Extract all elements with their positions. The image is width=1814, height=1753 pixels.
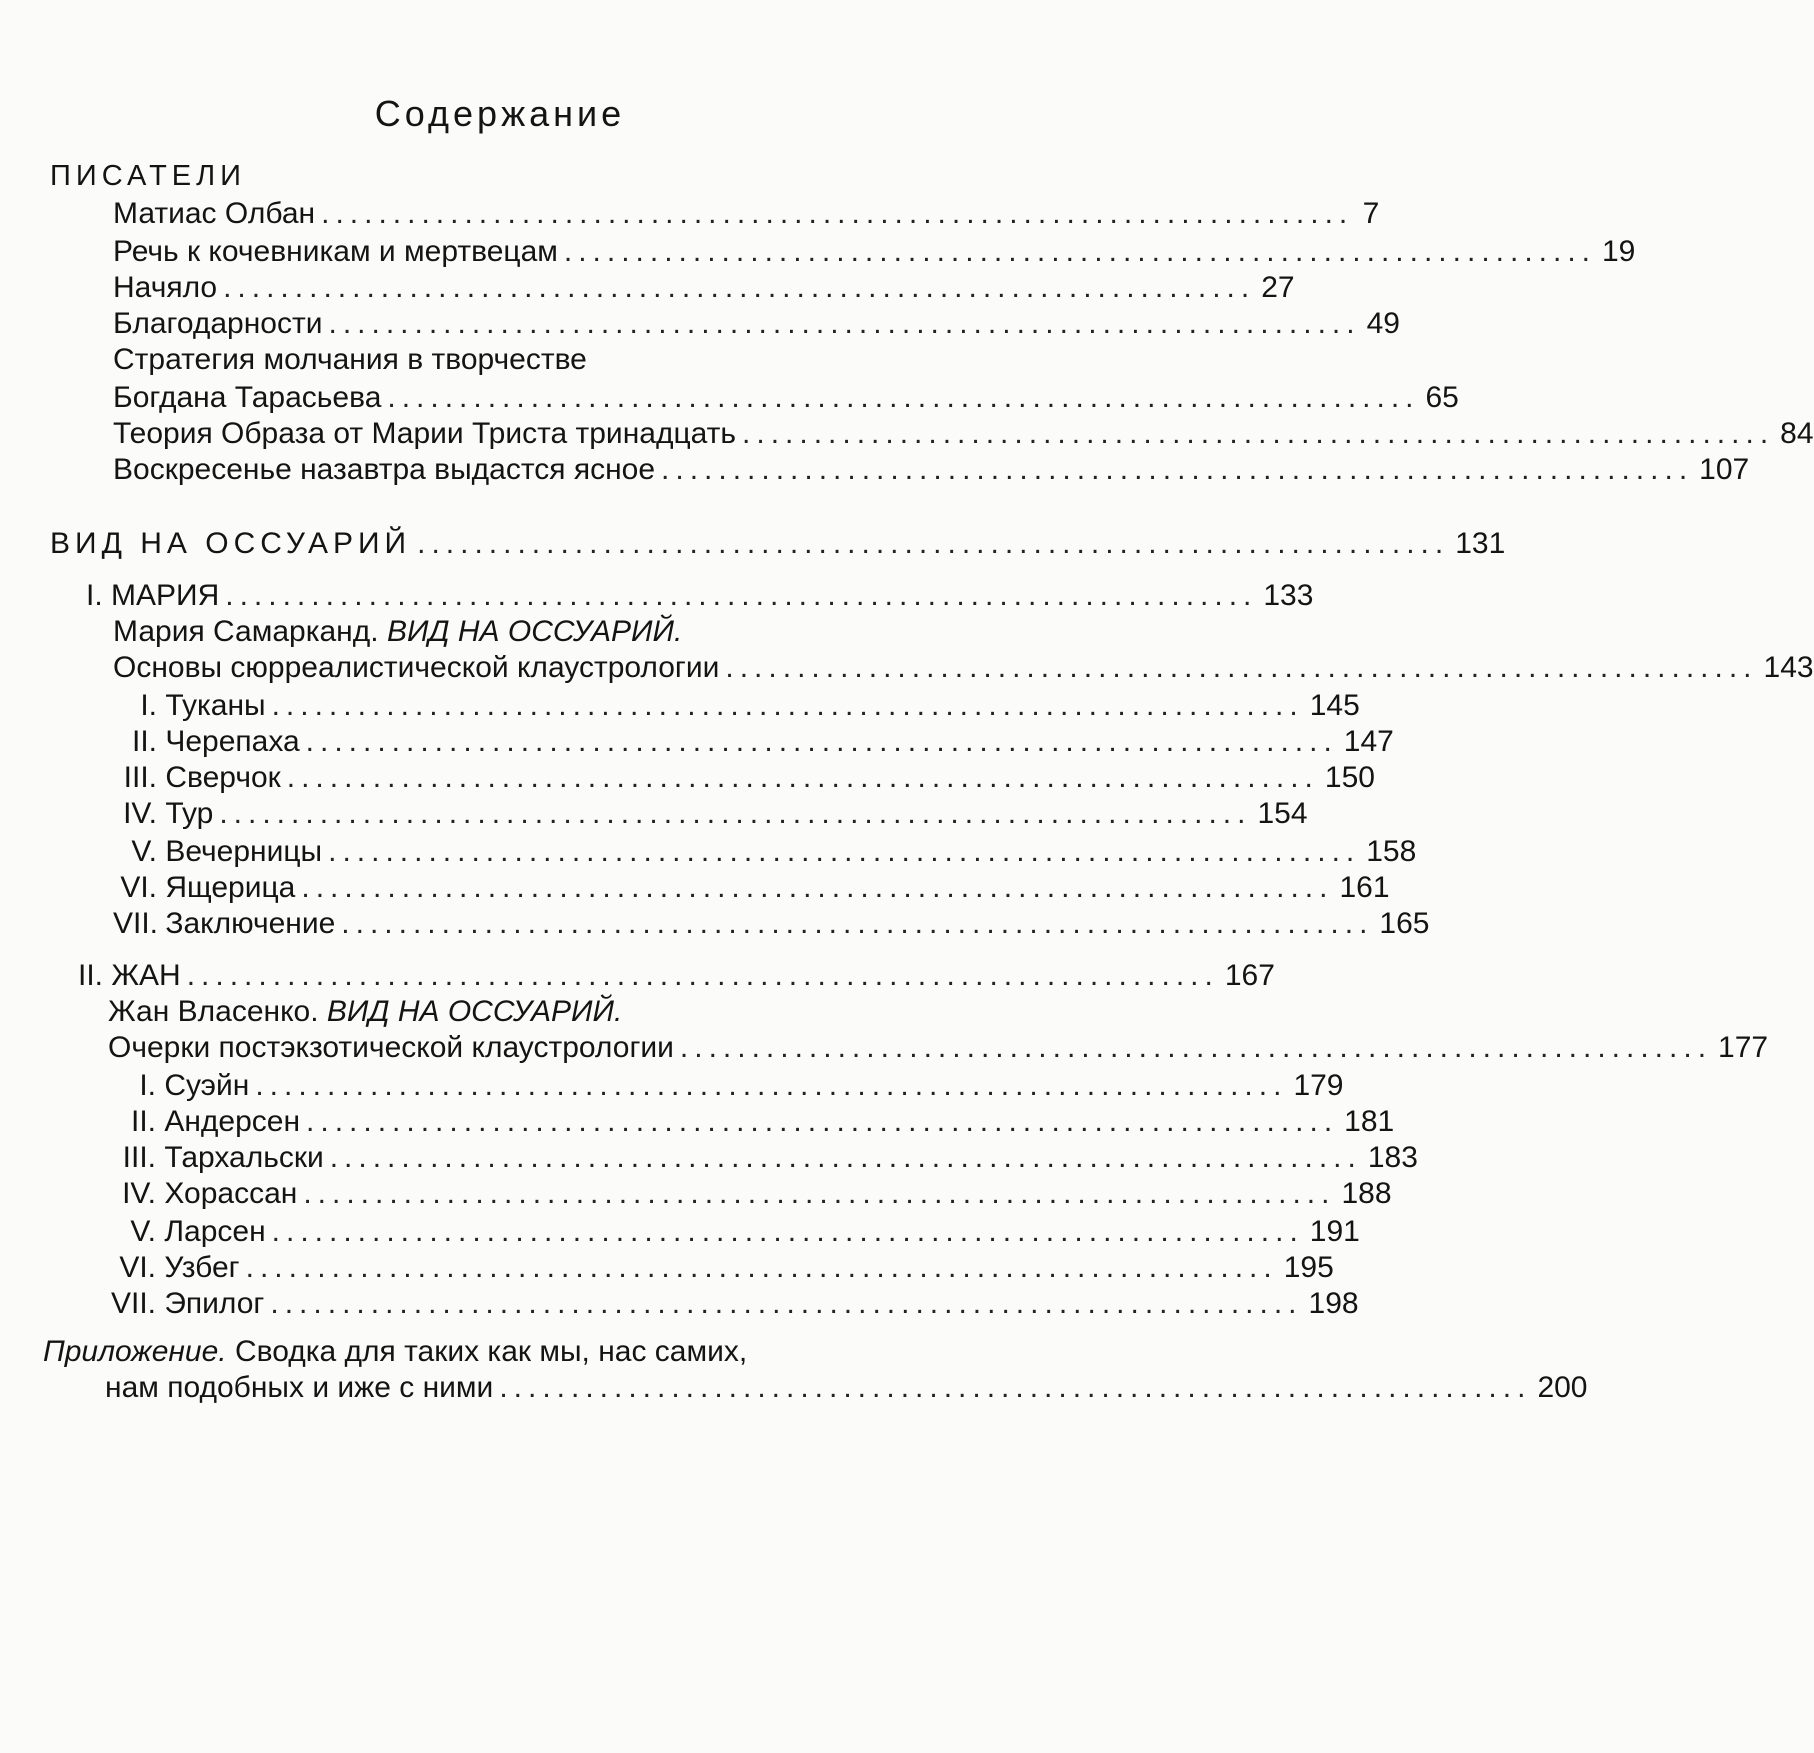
leader-dots: ........................................................................ — [417, 527, 1450, 560]
toc-entry[interactable] — [113, 416, 1814, 452]
chapter-number: I. — [140, 689, 157, 722]
chapter-label: Туканы — [165, 689, 266, 722]
entry-label: Матиас Олбан — [113, 197, 316, 230]
author-name: Мария Самарканд. — [113, 615, 379, 648]
entry-page: 177 — [1718, 1031, 1769, 1064]
entry-page: 145 — [1309, 689, 1360, 722]
chapter-entry[interactable] — [113, 760, 1375, 796]
chapter-label: Сверчок — [165, 761, 281, 794]
entry-page: 7 — [1362, 197, 1380, 230]
chapter-label: Черепаха — [165, 725, 300, 758]
section-heading-ossuary[interactable] — [50, 526, 1506, 562]
part-label: I. МАРИЯ — [86, 579, 220, 612]
appendix-title-continued: нам подобных и иже с ними — [105, 1371, 494, 1404]
toc-entry[interactable] — [113, 306, 1400, 342]
entry-page: 84 — [1780, 417, 1814, 450]
entry-page: 181 — [1344, 1105, 1395, 1138]
entry-label: Основы сюрреалистической клаустрологии — [113, 651, 720, 684]
entry-page: 27 — [1261, 271, 1295, 304]
chapter-entry[interactable] — [113, 688, 1360, 724]
chapter-entry[interactable] — [108, 1214, 1360, 1250]
leader-dots: ........................................................................ — [661, 453, 1694, 486]
chapter-label: Хорассан — [164, 1177, 298, 1210]
chapter-label: Суэйн — [164, 1069, 250, 1102]
chapter-number: III. — [122, 1141, 156, 1174]
entry-page: 107 — [1699, 453, 1750, 486]
toc-entry[interactable] — [113, 380, 1459, 416]
chapter-entry[interactable] — [108, 1140, 1418, 1176]
appendix-prefix: Приложение. — [43, 1335, 227, 1368]
entry-page: 131 — [1455, 527, 1506, 560]
leader-dots: ........................................................................ — [328, 307, 1361, 340]
entry-label: Речь к кочевникам и мертвецам — [113, 235, 558, 268]
part-label: II. ЖАН — [78, 959, 181, 992]
chapter-number: II. — [131, 725, 157, 758]
leader-dots: ........................................................................ — [305, 725, 1338, 758]
entry-page: 154 — [1257, 797, 1308, 830]
leader-dots: ........................................................................ — [341, 907, 1374, 940]
chapter-entry[interactable] — [108, 1250, 1334, 1286]
leader-dots: ........................................................................ — [225, 579, 1258, 612]
chapter-number: VII. — [110, 1287, 156, 1320]
entry-page: 147 — [1343, 725, 1394, 758]
leader-dots: ........................................................................ — [271, 689, 1304, 722]
chapter-label: Эпилог — [164, 1287, 265, 1320]
leader-dots: ........................................................................ — [679, 1031, 1713, 1064]
entry-page: 198 — [1308, 1287, 1359, 1320]
leader-dots: ........................................................................ — [321, 197, 1354, 230]
toc-entry[interactable] — [113, 234, 1636, 270]
entry-page: 158 — [1366, 835, 1417, 868]
part-entry[interactable] — [86, 578, 1314, 614]
chapter-label: Тархальски — [164, 1141, 324, 1174]
entry-page: 195 — [1283, 1251, 1334, 1284]
section-heading-label: ВИД НА ОССУАРИЙ — [50, 527, 412, 560]
chapter-number: VI. — [120, 871, 157, 904]
leader-dots: ........................................................................ — [245, 1251, 1278, 1284]
entry-page: 200 — [1537, 1371, 1588, 1404]
chapter-entry[interactable] — [113, 796, 1308, 832]
leader-dots: ........................................................................ — [387, 381, 1420, 414]
chapter-entry[interactable] — [113, 870, 1390, 906]
chapter-number: V. — [130, 1215, 156, 1248]
page-title: Содержание — [374, 93, 626, 134]
leader-dots: ........................................................................ — [219, 797, 1252, 830]
leader-dots: ........................................................................ — [303, 1177, 1336, 1210]
entry-page: 167 — [1224, 959, 1275, 992]
appendix-entry[interactable] — [105, 1370, 1588, 1406]
toc-entry[interactable] — [108, 1030, 1769, 1066]
chapter-entry[interactable] — [108, 1176, 1392, 1212]
chapter-entry[interactable] — [113, 724, 1394, 760]
chapter-entry[interactable] — [113, 906, 1430, 942]
chapter-label: Ларсен — [164, 1215, 266, 1248]
entry-page: 191 — [1309, 1215, 1360, 1248]
author-line — [108, 994, 622, 1030]
toc-entry[interactable] — [113, 650, 1814, 686]
chapter-label: Вечерницы — [165, 835, 323, 868]
entry-page: 165 — [1379, 907, 1430, 940]
chapter-number: IV. — [123, 797, 157, 830]
leader-dots: ........................................................................ — [286, 761, 1319, 794]
part-entry[interactable] — [78, 958, 1275, 994]
author-work-title: ВИД НА ОССУАРИЙ. — [326, 995, 623, 1028]
author-name: Жан Власенко. — [108, 995, 319, 1028]
chapter-number: IV. — [122, 1177, 156, 1210]
leader-dots: ........................................................................ — [499, 1371, 1532, 1404]
entry-label: Очерки постэкзотической клаустрологии — [108, 1031, 674, 1064]
chapter-number: II. — [130, 1105, 156, 1138]
entry-label: Благодарности — [113, 307, 323, 340]
chapter-label: Узбег — [164, 1251, 240, 1284]
chapter-number: III. — [123, 761, 157, 794]
toc-entry[interactable] — [113, 452, 1750, 488]
entry-label: Теория Образа от Марии Триста тринадцать — [113, 417, 737, 450]
toc-entry[interactable] — [113, 196, 1380, 232]
leader-dots: ........................................................................ — [271, 1215, 1304, 1248]
entry-label-line1: Стратегия молчания в творчестве — [113, 343, 587, 376]
appendix-title: Сводка для таких как мы, нас самих, — [234, 1335, 748, 1368]
leader-dots: ........................................................................ — [223, 271, 1256, 304]
chapter-entry[interactable] — [108, 1068, 1344, 1104]
entry-page: 183 — [1367, 1141, 1418, 1174]
chapter-number: I. — [139, 1069, 156, 1102]
section-heading-writers: ПИСАТЕЛИ — [50, 160, 247, 192]
entry-label: Воскресенье назавтра выдастся ясное — [113, 453, 656, 486]
leader-dots: ........................................................................ — [563, 235, 1596, 268]
chapter-number: V. — [131, 835, 157, 868]
entry-label: Богдана Тарасьева — [113, 381, 382, 414]
leader-dots: ........................................................................ — [270, 1287, 1303, 1320]
leader-dots: ........................................................................ — [329, 1141, 1362, 1174]
chapter-number: VII. — [113, 907, 159, 940]
leader-dots: ........................................................................ — [306, 1105, 1339, 1138]
toc-entry[interactable] — [113, 270, 1295, 306]
author-line — [113, 614, 682, 650]
chapter-label: Ящерица — [165, 871, 296, 904]
leader-dots: ........................................................................ — [328, 835, 1361, 868]
entry-page: 19 — [1602, 235, 1636, 268]
entry-page: 143 — [1763, 651, 1814, 684]
entry-page: 133 — [1263, 579, 1314, 612]
entry-page: 179 — [1293, 1069, 1344, 1102]
chapter-entry[interactable] — [113, 834, 1417, 870]
chapter-entry[interactable] — [108, 1286, 1359, 1322]
chapter-number: VI. — [119, 1251, 156, 1284]
entry-page: 161 — [1339, 871, 1390, 904]
leader-dots: ........................................................................ — [725, 651, 1758, 684]
entry-page: 150 — [1324, 761, 1375, 794]
entry-page: 65 — [1425, 381, 1459, 414]
entry-page: 49 — [1366, 307, 1400, 340]
leader-dots: ........................................................................ — [255, 1069, 1288, 1102]
author-work-title: ВИД НА ОССУАРИЙ. — [386, 615, 683, 648]
leader-dots: ........................................................................ — [742, 417, 1775, 450]
chapter-label: Андерсен — [164, 1105, 301, 1138]
leader-dots: ........................................................................ — [301, 871, 1334, 904]
leader-dots: ........................................................................ — [186, 959, 1219, 992]
chapter-label: Заключение — [165, 907, 336, 940]
entry-page: 188 — [1341, 1177, 1392, 1210]
entry-label: Начяло — [113, 271, 218, 304]
chapter-label: Тур — [165, 797, 214, 830]
chapter-entry[interactable] — [108, 1104, 1395, 1140]
appendix-line1 — [43, 1334, 747, 1370]
